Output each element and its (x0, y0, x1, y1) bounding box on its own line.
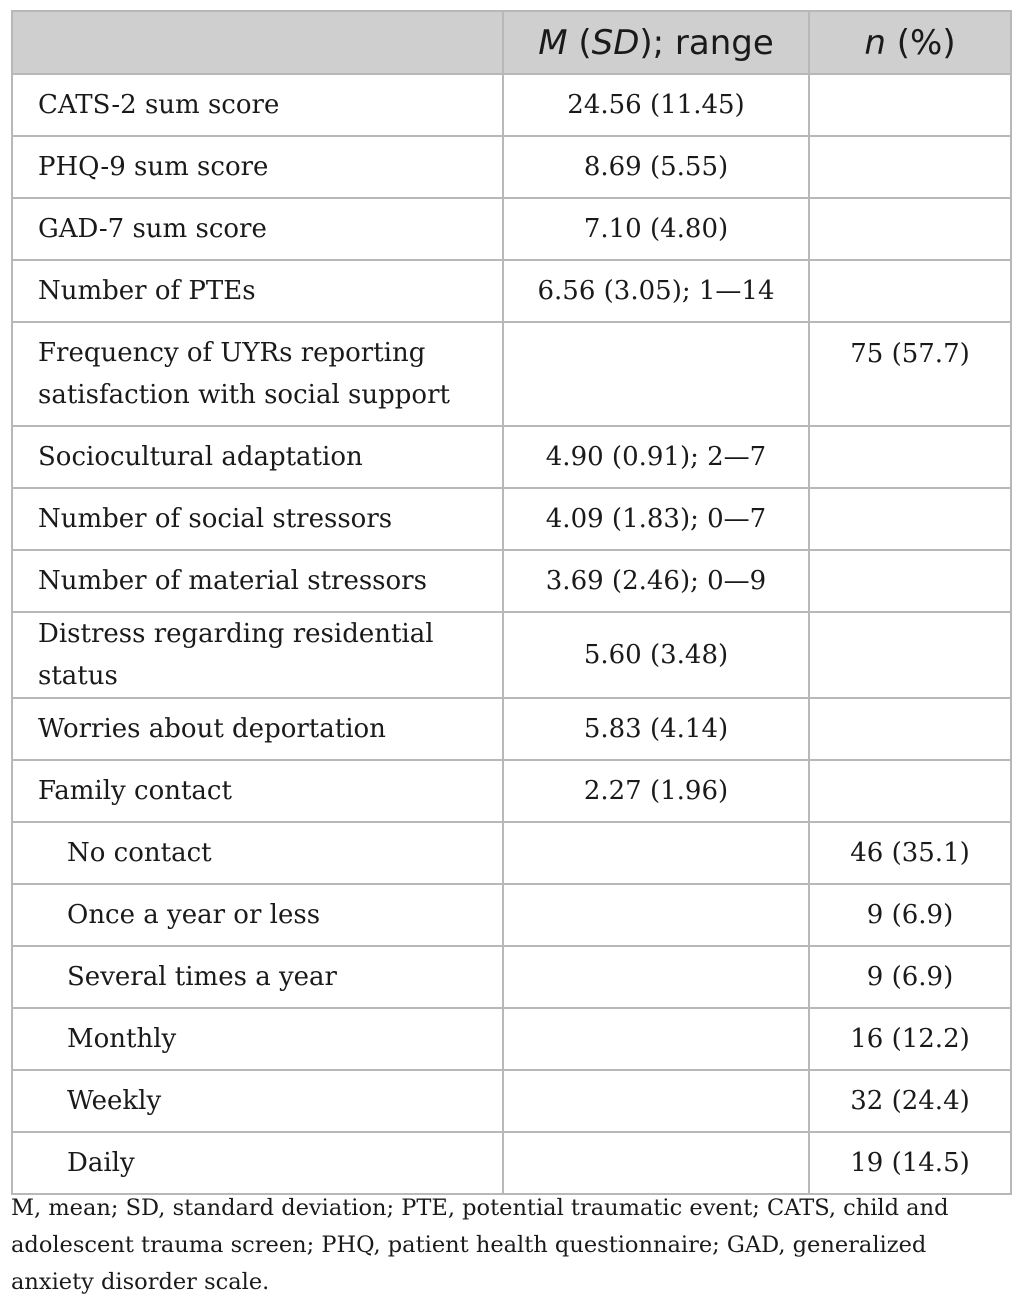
row-n-percent (809, 612, 1011, 698)
row-mean-sd: 3.69 (2.46); 0—9 (503, 550, 809, 612)
table-row (12, 136, 1011, 198)
row-mean-sd: 4.90 (0.91); 2—7 (503, 426, 809, 488)
row-mean-sd (503, 322, 809, 426)
row-label: Distress regarding residential status (12, 612, 503, 698)
row-mean-sd (503, 1070, 809, 1132)
table-row-subcategory (12, 946, 1011, 1008)
row-mean-sd (503, 1008, 809, 1070)
row-n-percent: 9 (6.9) (809, 884, 1011, 946)
row-n-percent (809, 760, 1011, 822)
table-row (12, 426, 1011, 488)
header-n-percent: n (%) (809, 11, 1011, 74)
table-row-subcategory (12, 1070, 1011, 1132)
row-mean-sd: 8.69 (5.55) (503, 136, 809, 198)
row-n-percent (809, 74, 1011, 136)
table-footnote: M, mean; SD, standard deviation; PTE, potential traumatic event; CATS, child and adolescent trauma screen; PHQ, patient health questionnaire; GAD, generalized anxiety disorder scale. (11, 1195, 949, 1295)
table-row-subcategory (12, 1132, 1011, 1194)
table-row (12, 612, 1011, 698)
row-n-percent: 9 (6.9) (809, 946, 1011, 1008)
table-row (12, 74, 1011, 136)
row-label: Number of material stressors (12, 550, 503, 612)
row-mean-sd: 6.56 (3.05); 1—14 (503, 260, 809, 322)
row-label: Frequency of UYRs reporting satisfaction with social support (12, 322, 503, 426)
table-row (12, 322, 1011, 426)
row-label: Daily (12, 1132, 503, 1194)
row-mean-sd: 7.10 (4.80) (503, 198, 809, 260)
row-label: Once a year or less (12, 884, 503, 946)
row-n-percent: 16 (12.2) (809, 1008, 1011, 1070)
row-n-percent: 32 (24.4) (809, 1070, 1011, 1132)
table-row-subcategory (12, 822, 1011, 884)
row-mean-sd (503, 822, 809, 884)
row-n-percent (809, 198, 1011, 260)
table-row (12, 760, 1011, 822)
row-label: Number of social stressors (12, 488, 503, 550)
table-row (12, 698, 1011, 760)
table-row (12, 550, 1011, 612)
row-mean-sd: 5.60 (3.48) (503, 612, 809, 698)
row-n-percent (809, 136, 1011, 198)
row-label: CATS-2 sum score (12, 74, 503, 136)
row-mean-sd: 5.83 (4.14) (503, 698, 809, 760)
table-row-subcategory (12, 884, 1011, 946)
row-mean-sd: 4.09 (1.83); 0—7 (503, 488, 809, 550)
row-label: Weekly (12, 1070, 503, 1132)
row-label: Several times a year (12, 946, 503, 1008)
row-n-percent: 46 (35.1) (809, 822, 1011, 884)
row-n-percent: 19 (14.5) (809, 1132, 1011, 1194)
row-n-percent (809, 488, 1011, 550)
row-n-percent (809, 260, 1011, 322)
row-label: Sociocultural adaptation (12, 426, 503, 488)
row-label: PHQ-9 sum score (12, 136, 503, 198)
row-n-percent: 75 (57.7) (809, 322, 1011, 426)
row-mean-sd (503, 1132, 809, 1194)
table-row (12, 260, 1011, 322)
row-mean-sd: 2.27 (1.96) (503, 760, 809, 822)
row-mean-sd (503, 946, 809, 1008)
row-label: Number of PTEs (12, 260, 503, 322)
table-header-row (12, 11, 1011, 74)
header-variable (12, 11, 503, 74)
table-row (12, 198, 1011, 260)
row-mean-sd: 24.56 (11.45) (503, 74, 809, 136)
row-n-percent (809, 550, 1011, 612)
header-mean-sd-range: M (SD); range (503, 11, 809, 74)
row-n-percent (809, 426, 1011, 488)
table-row (12, 488, 1011, 550)
row-n-percent (809, 698, 1011, 760)
row-label: Family contact (12, 760, 503, 822)
row-label: GAD-7 sum score (12, 198, 503, 260)
descriptive-statistics-table (11, 10, 1012, 1195)
row-label: Monthly (12, 1008, 503, 1070)
table-row-subcategory (12, 1008, 1011, 1070)
row-label: Worries about deportation (12, 698, 503, 760)
row-label: No contact (12, 822, 503, 884)
row-mean-sd (503, 884, 809, 946)
